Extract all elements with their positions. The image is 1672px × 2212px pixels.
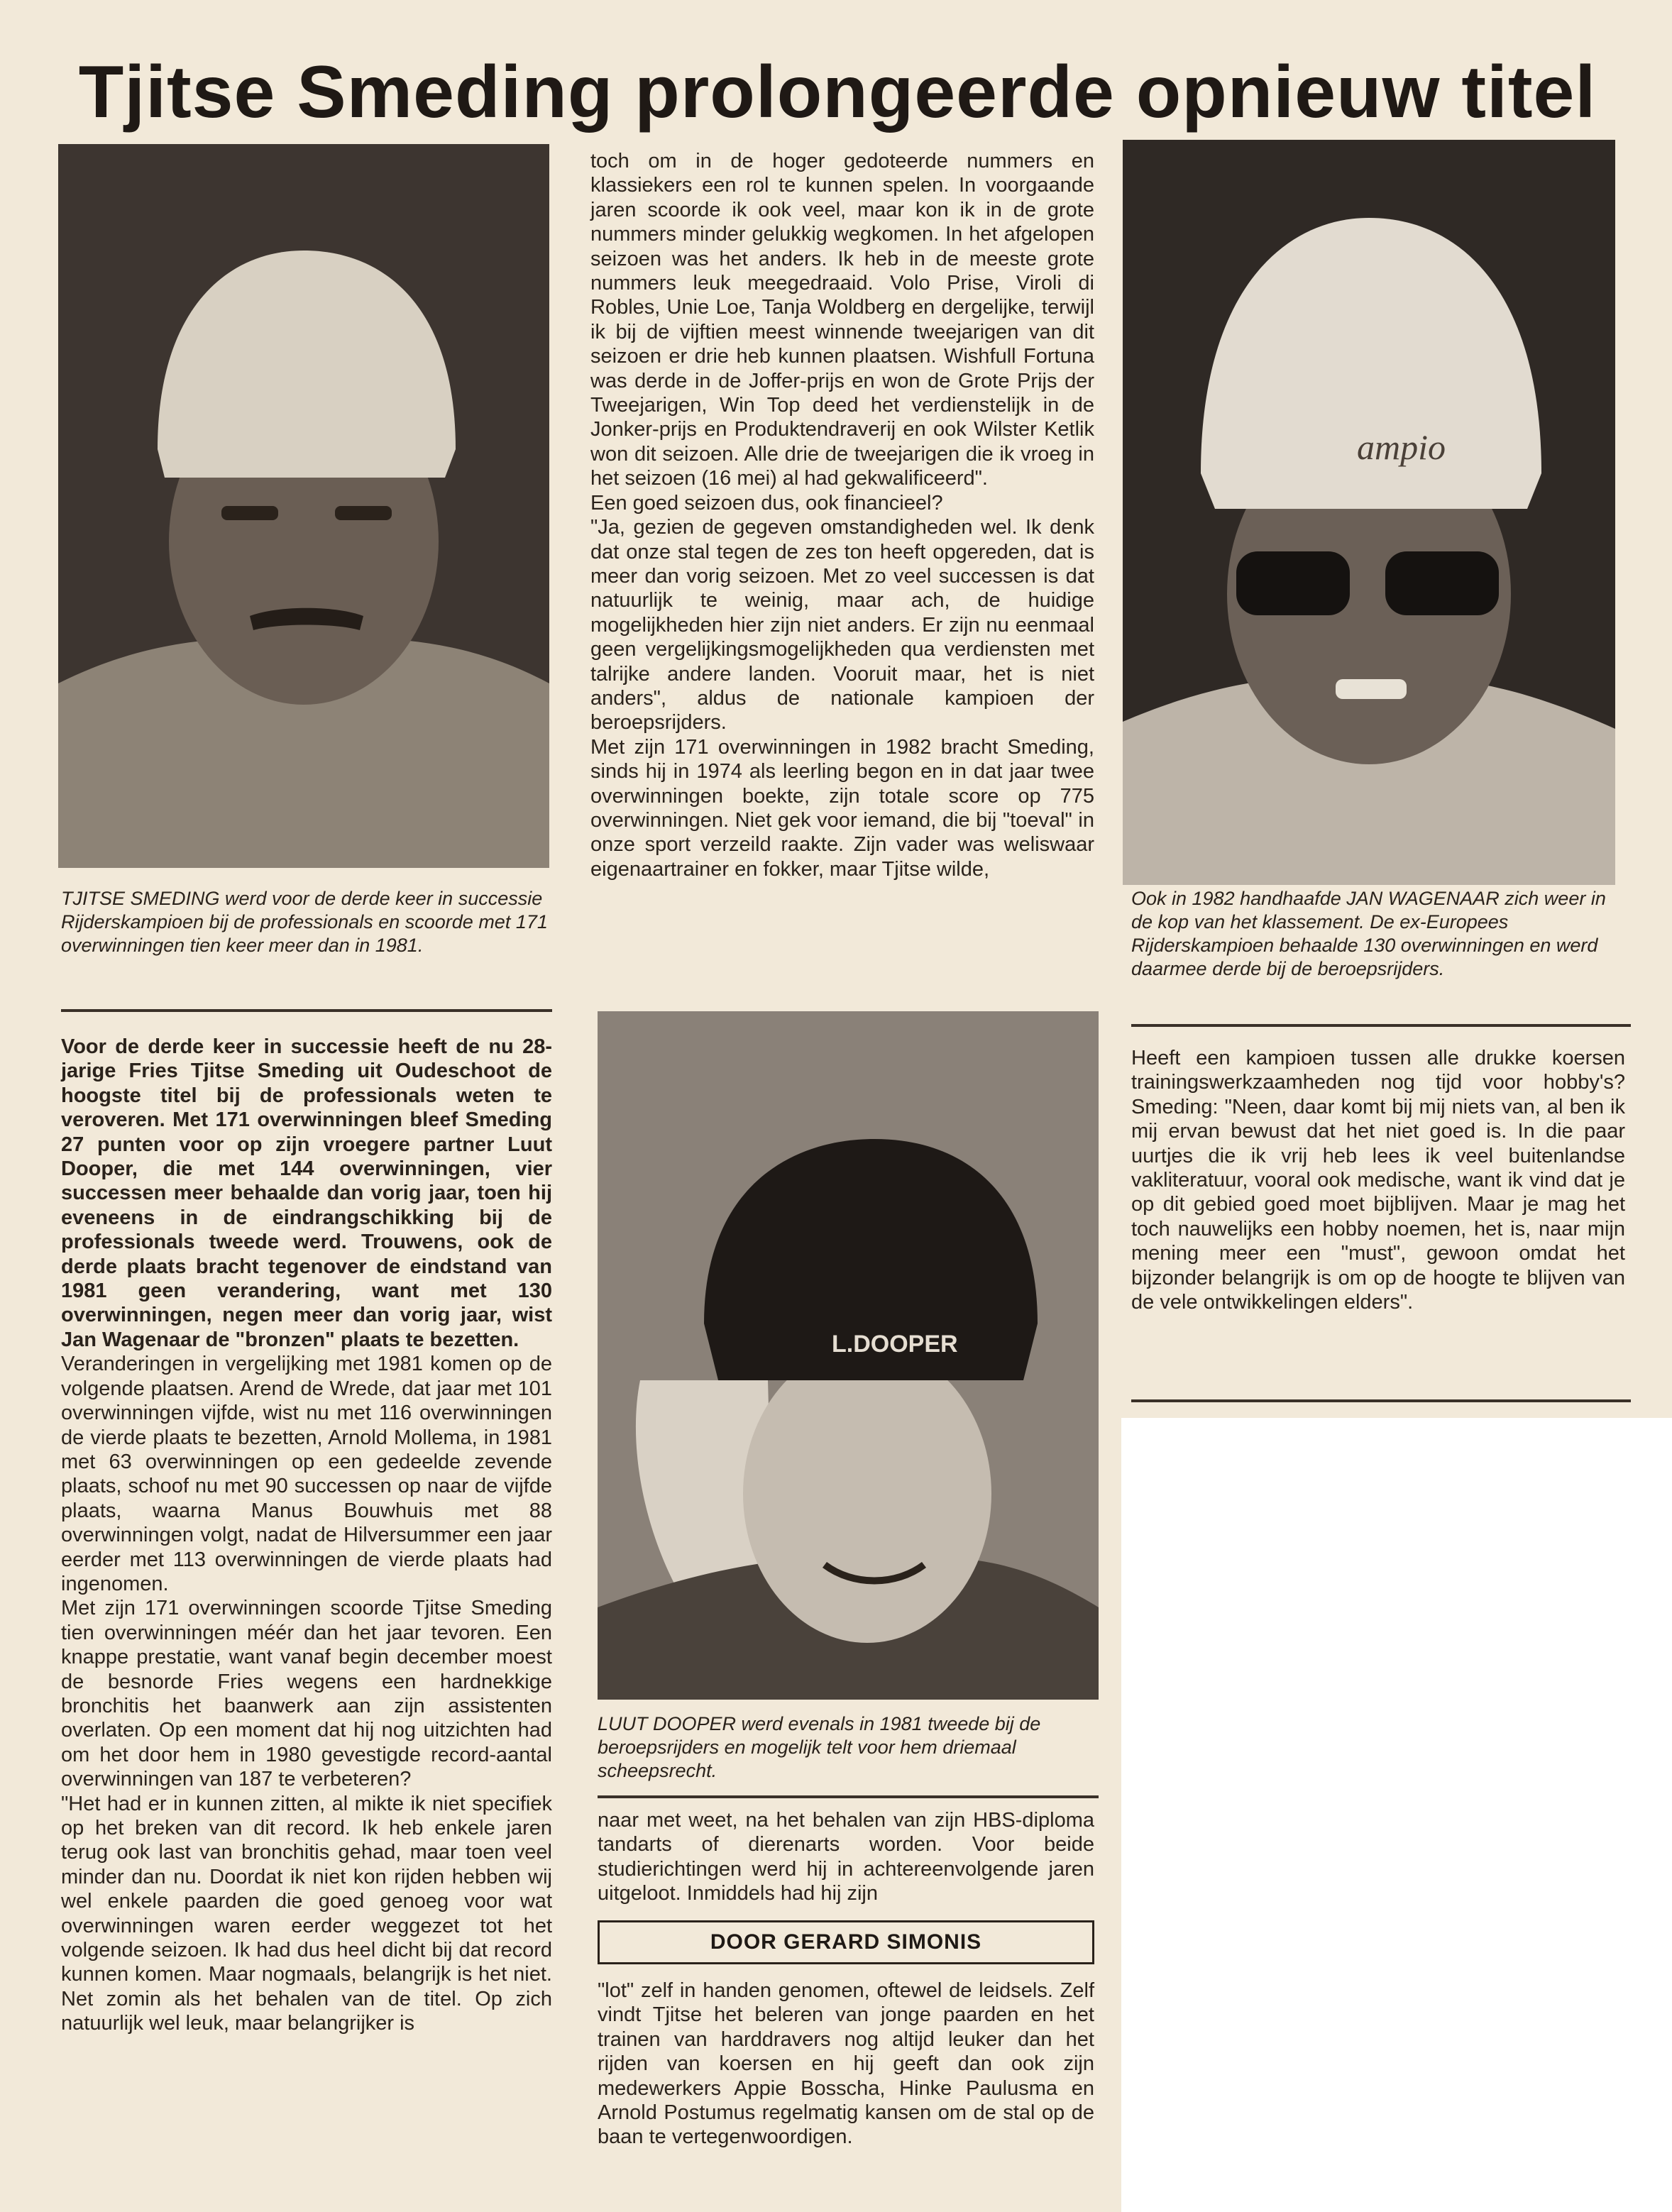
photo-luut-dooper <box>598 1011 1099 1700</box>
paragraph: Heeft een kampioen tussen alle drukke koersen trainingswerkzaamheden nog tijd voor hobby's? Smeding: "Neen, daar komt bij mij niets van, al ben ik mij ervan bewust dat het niet goed is. In die paar uurtjes die ik vrij heb lees ik veel buitenlandse vakliteratuur, vooral ook medische, want ik vind dat je op dit gebied goed moet bijblijven. Maar je mag het toch nauwelijks een hobby noemen, het is, naar mijn mening meer een "must", gewoon omdat het bijzonder belangrijk is om op de hoogte te blijven van de vele ontwikkelingen elders". <box>1131 1047 1625 1314</box>
portrait-illustration <box>598 1011 1099 1700</box>
headline: Tjitse Smeding prolongeerde opnieuw titel <box>78 51 1597 133</box>
paragraph: "lot" zelf in handen genomen, oftewel de leidsels. Zelf vindt Tjitse het beleren van jonge paarden en het trainen van harddravers nog altijd leuker dan het rijden van koersen en hij geeft dan ook zijn medewerkers Appie Bosscha, Hinke Paulusma en Arnold Postumus regelmatig kansen om de stal op de baan te vertegenwoordigen. <box>598 1979 1094 2149</box>
divider <box>1131 1399 1631 1402</box>
photo-tjitse-smeding <box>58 144 549 868</box>
caption-dooper: LUUT DOOPER werd evenals in 1981 tweede bij de beroepsrijders en mogelijk telt voor hem driemaal scheepsrecht. <box>598 1713 1041 1781</box>
paragraph: Een goed seizoen dus, ook financieel? <box>590 491 943 515</box>
middle-column-end <box>598 1979 1094 2150</box>
sunglasses-left <box>1236 551 1350 615</box>
byline: DOOR GERARD SIMONIS <box>598 1920 1094 1964</box>
helmet-lettering: L.DOOPER <box>832 1331 958 1358</box>
paragraph: naar met weet, na het behalen van zijn HBS-diploma tandarts of dierenarts worden. Voor beide studierichtingen werd hij in achtereenvolgende jaren uitgeloot. Inmiddels had hij zijn <box>598 1809 1094 1905</box>
portrait-illustration <box>58 144 549 868</box>
blank-margin <box>1121 1418 1672 2212</box>
left-column <box>61 1035 552 2036</box>
paragraph: toch om in de hoger gedoteerde nummers en klassiekers een rol te kunnen spelen. In voorgaande jaren scoorde ik ook veel, maar kon ik in de grote nummers minder gelukkig wegkomen. In het afgelopen seizoen was het anders. Ik heb in de meeste grote nummers leuk meegedraaid. Volo Prise, Viroli di Robles, Unie Loe, Tanja Woldberg en dergelijke, terwijl ik bij de vijftien meest winnende tweejarigen van dit seizoen er drie heb kunnen plaatsen. Wishfull Fortuna was derde in de Joffer-prijs en won de Grote Prijs der Tweejarigen, Win Top deed het verdienstelijk in de Jonker-prijs en Produktendraverij en ook Wilster Ketlik won dit seizoen. Alle drie de tweejarigen die ik vroeg in het seizoen (16 mei) al had gekwalificeerd". <box>590 150 1094 490</box>
lead-paragraph: Voor de derde keer in successie heeft de nu 28-jarige Fries Tjitse Smeding uit Oudeschoot de hoogste titel bij de professionals weten te veroveren. Met 171 overwinningen bleef Smeding 27 punten voor op zijn vroegere partner Luut Dooper, die met 144 overwinningen, vier successen meer behaalde dan vorig jaar, toen hij eveneens in de eindrangschikking bij de professionals tweede werd. Trouwens, ook de derde plaats bracht tegenover de eindstand van 1981 geen verandering, want met 130 overwinningen, negen meer dan vorig jaar, wist Jan Wagenaar de "bronzen" plaats te bezetten. <box>61 1035 552 1351</box>
sunglasses-right <box>1385 551 1499 615</box>
photo-jan-wagenaar <box>1123 140 1615 885</box>
portrait-illustration <box>1123 140 1615 885</box>
right-column <box>1131 1046 1625 1314</box>
face-shape <box>743 1345 991 1643</box>
caption-smeding: TJITSE SMEDING werd voor de derde keer in successie Rijderskampioen bij de professionals en scoorde met 171 overwinningen tien keer meer dan in 1981. <box>61 888 548 956</box>
paragraph: "Het had er in kunnen zitten, al mikte ik niet specifiek op het breken van dit record. Ik heb enkele jaren terug ook last van bronchitis gehad, maar toen veel minder dan nu. Doordat ik niet kon rijden hebben wij wel enkele paarden die goed genoeg voor wat overwinningen waren eerder weggezet tot het volgende seizoen. Ik had dus heel dicht bij dat record kunnen komen. Maar nogmaals, belangrijk is het niet. Net zomin als het behalen van de titel. Op zich natuurlijk wel leuk, maar belangrijker is <box>61 1792 552 2035</box>
divider <box>1131 1024 1631 1027</box>
middle-column-lower <box>598 1808 1094 1906</box>
paragraph: "Ja, gezien de gegeven omstandigheden wel. Ik denk dat onze stal tegen de zes ton heeft opgereden, dat is meer dan vorig seizoen. Met zo veel successen is dat natuurlijk te weinig, maar ach, de huidige mogelijkheden hier zijn niet anders. Er zijn nu eenmaal geen vergelijkingsmogelijkheden qua verdiensten met talrijke andere landen. Vooruit maar, het is niet anders", aldus de nationale kampioen der beroepsrijders. <box>590 516 1094 734</box>
paragraph: Met zijn 171 overwinningen in 1982 bracht Smeding, sinds hij in 1974 als leerling begon en in dat jaar twee overwinningen boekte, zijn totale score op 775 overwinningen. Niet gek voor iemand, die bij "toeval" in onze sport verzeild raakte. Zijn vader was weliswaar eigenaartrainer en fokker, maar Tjitse wilde, <box>590 735 1094 881</box>
paragraph: Met zijn 171 overwinningen scoorde Tjitse Smeding tien overwinningen méér dan het jaar tevoren. Een knappe prestatie, want vanaf begin december moest de besnorde Fries wegens een hardnekkige bronchitis het baanwerk aan zijn assistenten overlaten. Op een moment dat hij nog uitzichten had om het door hem in 1980 gevestigde record-aantal overwinningen van 187 te verbeteren? <box>61 1597 552 1791</box>
divider <box>598 1795 1099 1798</box>
helmet-lettering: ampio <box>1357 427 1446 467</box>
middle-column-upper <box>590 149 1094 881</box>
teeth <box>1336 679 1407 699</box>
caption-wagenaar: Ook in 1982 handhaafde JAN WAGENAAR zich weer in de kop van het klassement. De ex-Europees Rijderskampioen behaalde 130 overwinningen en werd daarmee derde bij de beroepsrijders. <box>1131 888 1606 979</box>
paragraph: Veranderingen in vergelijking met 1981 komen op de volgende plaatsen. Arend de Wrede, dat jaar met 101 overwinningen vijfde, wist nu met 116 overwinningen de vierde plaats te bezetten, Arnold Mollema, in 1981 met 63 overwinningen op een gedeelde zevende plaats, schoof nu met 90 successen op naar de vijfde plaats, waarna Manus Bouwhuis met 88 overwinningen volgt, nadat de Hilversummer een jaar eerder met 113 overwinningen de vierde plaats had ingenomen. <box>61 1353 552 1595</box>
divider <box>61 1009 552 1012</box>
